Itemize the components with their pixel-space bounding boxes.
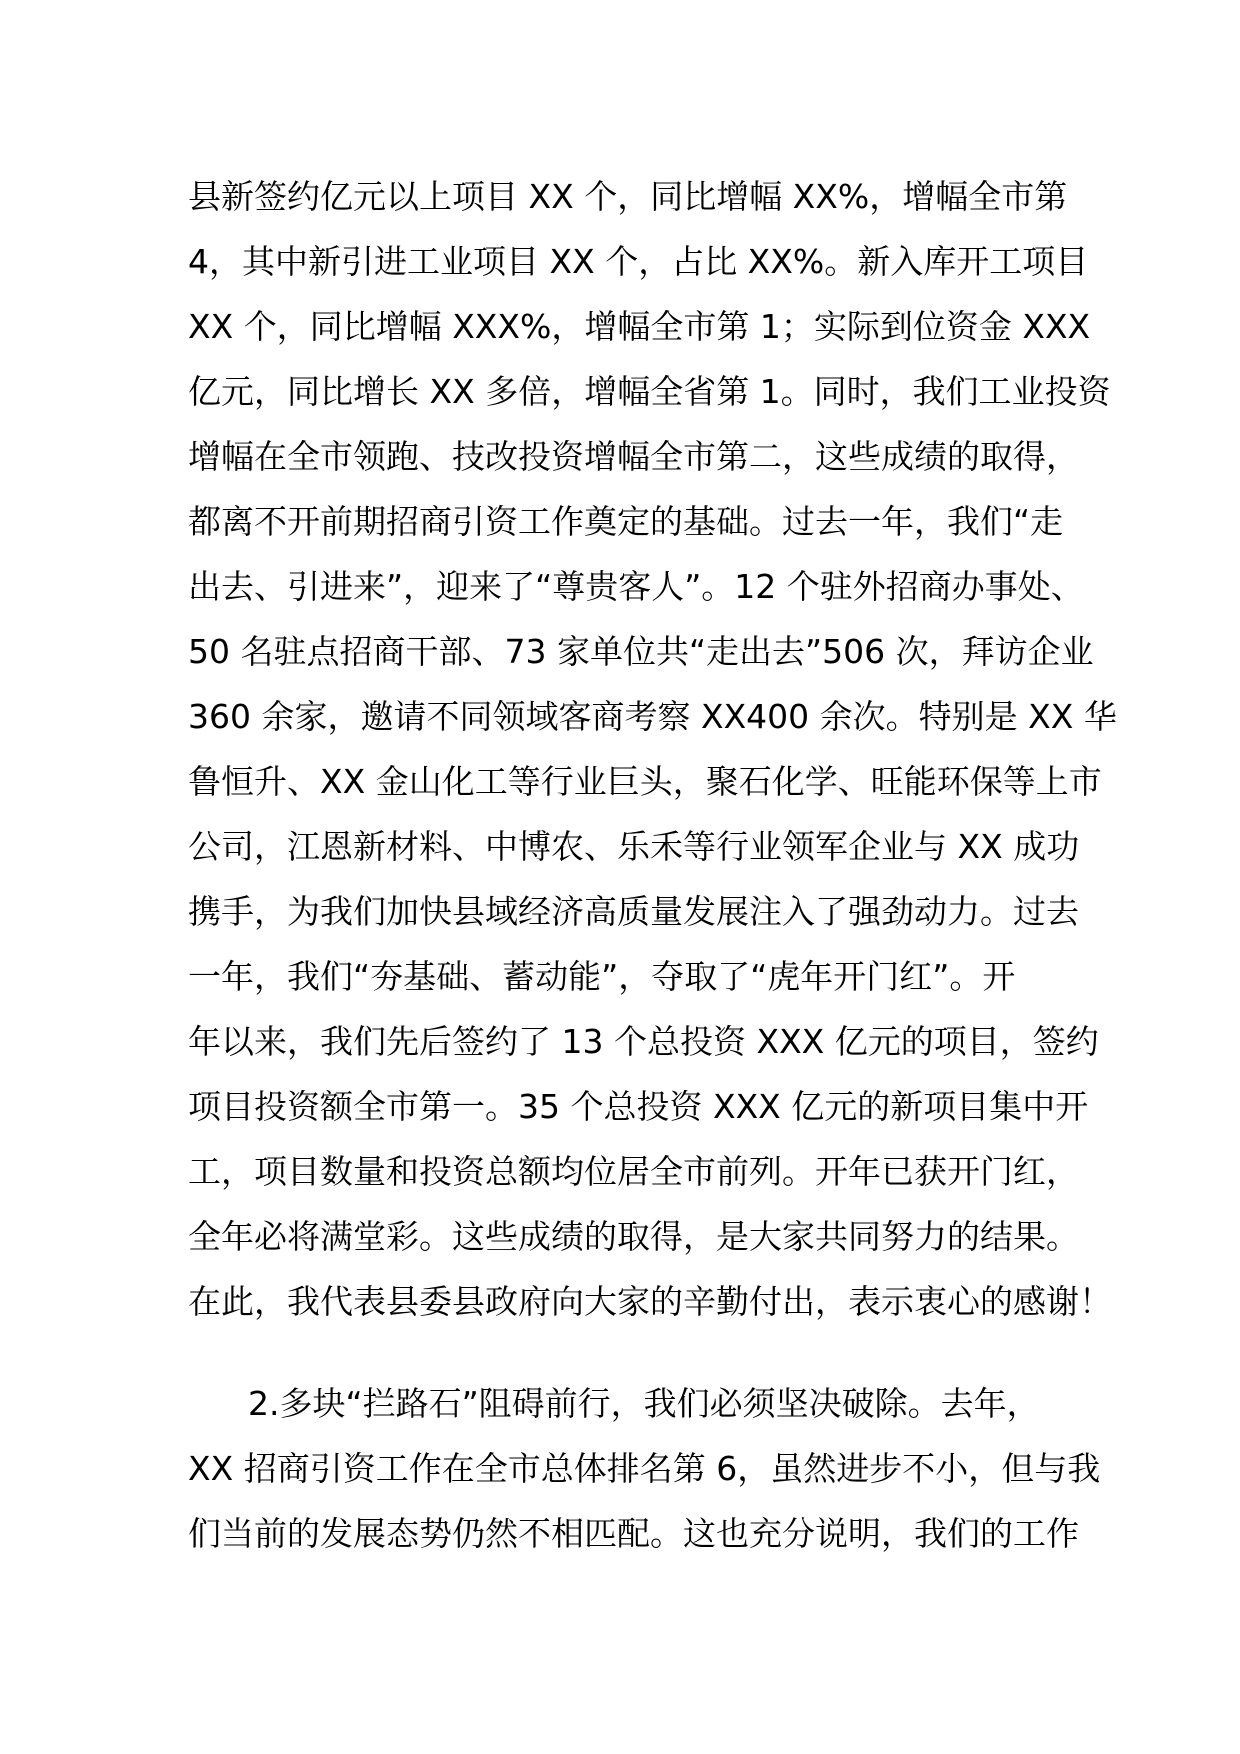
text-line: 鲁恒升、XX 金山化工等行业巨头，聚石化学、旺能环保等上市 [188,762,1102,801]
text-line: 都离不开前期招商引资工作奠定的基础。过去一年，我们“走 [188,502,1064,541]
text-line: XX 招商引资工作在全市总体排名第 6，虽然进步不小，但与我 [188,1449,1101,1488]
text-line: 4，其中新引进工业项目 XX 个，占比 XX%。新入库开工项目 [188,242,1089,281]
text-line: 携手，为我们加快县域经济高质量发展注入了强劲动力。过去 [188,892,1079,931]
body-paragraph-1 [188,164,1117,1334]
text-line: 出去、引进来”，迎来了“尊贵客人”。12 个驻外招商办事处、 [188,567,1084,606]
text-line: 工，项目数量和投资总额均位居全市前列。开年已获开门红， [188,1152,1079,1191]
text-line: 360 余家，邀请不同领域客商考察 XX400 余次。特别是 XX 华 [188,697,1117,736]
text-line: 项目投资额全市第一。35 个总投资 XXX 亿元的新项目集中开 [188,1087,1089,1126]
text-line: 们当前的发展态势仍然不相匹配。这也充分说明，我们的工作 [188,1514,1079,1553]
text-line: 一年，我们“夯基础、蓄动能”，夺取了“虎年开门红”。开 [188,957,1016,996]
text-line: 县新签约亿元以上项目 XX 个，同比增幅 XX%，增幅全市第 [188,177,1068,216]
text-line: XX 个，同比增幅 XXX%，增幅全市第 1；实际到位资金 XXX [188,307,1091,346]
text-line: 在此，我代表县委县政府向大家的辛勤付出，表示衷心的感谢！ [188,1282,1112,1321]
text-line: 年以来，我们先后签约了 13 个总投资 XXX 亿元的项目，签约 [188,1022,1099,1061]
text-line: 全年必将满堂彩。这些成绩的取得，是大家共同努力的结果。 [188,1217,1079,1256]
body-paragraph-2 [188,1371,1101,1566]
text-line: 亿元，同比增长 XX 多倍，增幅全省第 1。同时，我们工业投资 [188,372,1111,411]
text-line: 50 名驻点招商干部、73 家单位共“走出去”506 次，拜访企业 [188,632,1094,671]
text-line: 2.多块“拦路石”阻碍前行，我们必须坚决破除。去年， [248,1384,1040,1423]
text-line: 增幅在全市领跑、技改投资增幅全市第二，这些成绩的取得， [188,437,1079,476]
text-line: 公司，江恩新材料、中博农、乐禾等行业领军企业与 XX 成功 [188,827,1080,866]
